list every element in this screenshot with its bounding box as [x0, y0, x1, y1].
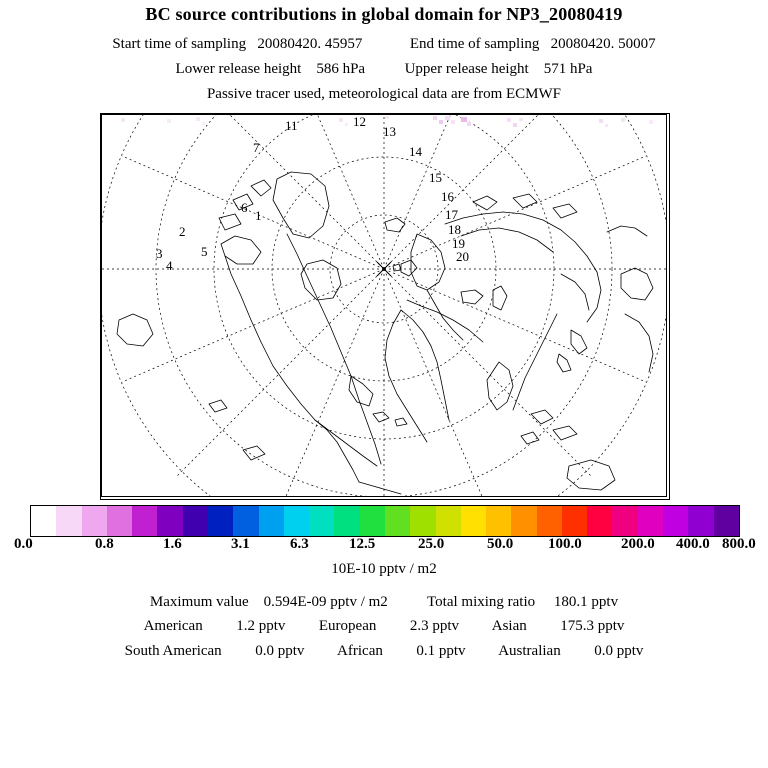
map-panel[interactable] — [100, 113, 670, 500]
station-label-12: 12 — [353, 114, 366, 129]
colorbar-tick-labels — [0, 536, 768, 556]
cbar-tick-10: 400.0 — [676, 536, 710, 552]
colorbar-swatch-11 — [309, 506, 334, 536]
cbar-tick-0: 0.0 — [14, 536, 33, 552]
colorbar-swatch-19 — [511, 506, 536, 536]
colorbar-swatch-3 — [107, 506, 132, 536]
colorbar-swatch-5 — [157, 506, 182, 536]
upper-release-value: 571 hPa — [543, 61, 593, 77]
meteo-note: Passive tracer used, meteorological data are from ECMWF — [206, 86, 562, 102]
region-value-european: 2.3 pptv — [409, 618, 460, 634]
colorbar-swatch-27 — [714, 506, 739, 536]
release-height-row — [0, 61, 768, 78]
colorbar — [30, 505, 740, 537]
colorbar-swatch-23 — [612, 506, 637, 536]
end-time-value: 20080420. 50007 — [550, 36, 656, 52]
station-label-11: 11 — [285, 118, 298, 133]
colorbar-swatch-13 — [360, 506, 385, 536]
station-label-13: 13 — [383, 124, 396, 139]
colorbar-swatch-4 — [132, 506, 157, 536]
region-name-asian: Asian — [491, 618, 527, 634]
lower-release-value: 586 hPa — [316, 61, 366, 77]
region-value-australian: 0.0 pptv — [594, 643, 644, 659]
region-value-african: 0.1 pptv — [416, 643, 466, 659]
cbar-tick-5: 12.5 — [349, 536, 376, 552]
total-mixing-value: 180.1 pptv — [553, 594, 619, 610]
colorbar-swatch-7 — [208, 506, 233, 536]
colorbar-swatch-0 — [31, 506, 56, 536]
colorbar-swatch-14 — [385, 506, 410, 536]
region-row-2 — [0, 643, 768, 660]
sampling-time-row — [0, 36, 768, 53]
region-value-south-american: 0.0 pptv — [255, 643, 305, 659]
colorbar-swatch-20 — [537, 506, 562, 536]
station-label-17: 17 — [445, 207, 458, 222]
max-value-label: Maximum value — [149, 594, 249, 610]
colorbar-swatch-18 — [486, 506, 511, 536]
cbar-tick-8: 100.0 — [548, 536, 582, 552]
station-label-7: 7 — [253, 140, 260, 155]
lower-release-label: Lower release height — [175, 61, 302, 77]
cbar-tick-3: 3.1 — [231, 536, 250, 552]
total-mixing-label: Total mixing ratio — [427, 594, 536, 610]
station-label-15: 15 — [429, 170, 442, 185]
end-time-label: End time of sampling — [409, 36, 540, 52]
colorbar-swatch-16 — [436, 506, 461, 536]
colorbar-swatch-6 — [183, 506, 208, 536]
station-label-16: 16 — [441, 189, 454, 204]
colorbar-swatch-21 — [562, 506, 587, 536]
cbar-tick-11: 800.0 — [722, 536, 756, 552]
cbar-tick-9: 200.0 — [621, 536, 655, 552]
station-label-2: 2 — [179, 224, 186, 239]
colorbar-unit-label: 10E-10 pptv / m2 — [331, 561, 437, 577]
colorbar-swatch-1 — [56, 506, 81, 536]
colorbar-swatch-8 — [233, 506, 258, 536]
cbar-tick-2: 1.6 — [163, 536, 182, 552]
colorbar-swatch-25 — [663, 506, 688, 536]
region-name-australian: Australian — [498, 643, 561, 659]
upper-release-label: Upper release height — [404, 61, 529, 77]
cbar-tick-7: 50.0 — [487, 536, 514, 552]
region-name-south-american: South American — [124, 643, 222, 659]
station-label-6: 6 — [241, 200, 248, 215]
station-label-1: 1 — [255, 208, 262, 223]
footer-summary-row — [0, 594, 768, 611]
colorbar-swatch-2 — [82, 506, 107, 536]
start-time-label: Start time of sampling — [112, 36, 247, 52]
colorbar-swatch-10 — [284, 506, 309, 536]
region-row-1 — [0, 618, 768, 635]
colorbar-swatch-22 — [587, 506, 612, 536]
cbar-tick-6: 25.0 — [418, 536, 445, 552]
colorbar-swatch-26 — [688, 506, 713, 536]
station-label-20: 20 — [456, 249, 469, 264]
region-name-american: American — [143, 618, 203, 634]
region-name-european: European — [318, 618, 377, 634]
max-value-value: 0.594E-09 pptv / m2 — [263, 594, 388, 610]
colorbar-swatch-15 — [410, 506, 435, 536]
station-label-5: 5 — [201, 244, 208, 259]
region-value-american: 1.2 pptv — [236, 618, 286, 634]
cbar-tick-4: 6.3 — [290, 536, 309, 552]
colorbar-swatch-17 — [461, 506, 486, 536]
colorbar-swatch-12 — [334, 506, 359, 536]
station-label-4: 4 — [166, 258, 173, 273]
colorbar-swatch-24 — [638, 506, 663, 536]
cbar-tick-1: 0.8 — [95, 536, 114, 552]
page-title: BC source contributions in global domain for NP3_20080419 — [145, 4, 623, 24]
station-label-19: 19 — [452, 236, 465, 251]
pole-marker — [377, 262, 391, 276]
region-name-african: African — [337, 643, 383, 659]
station-label-3: 3 — [156, 246, 163, 261]
start-time-value: 20080420. 45957 — [257, 36, 363, 52]
polar-map — [101, 114, 667, 497]
region-value-asian: 175.3 pptv — [560, 618, 625, 634]
station-label-14: 14 — [409, 144, 422, 159]
station-label-18: 18 — [448, 222, 461, 237]
colorbar-swatch-9 — [259, 506, 284, 536]
